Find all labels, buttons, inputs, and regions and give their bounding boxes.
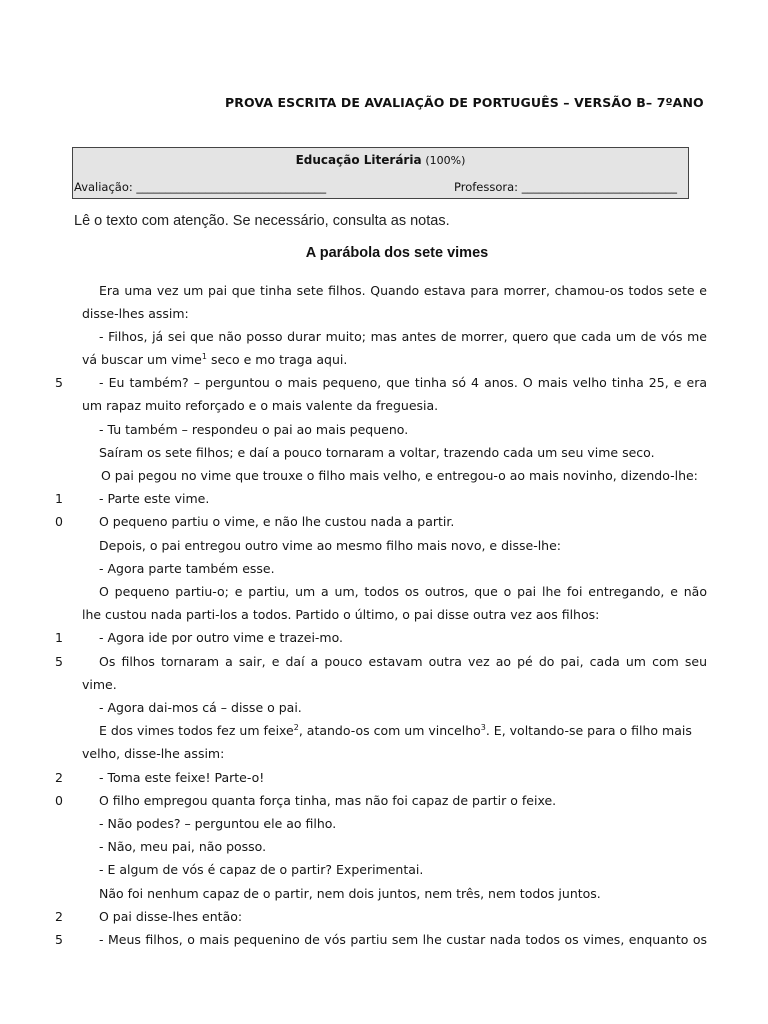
text-line: Era uma vez um pai que tinha sete filhos. Quando estava para morrer, chamou-os todos sete e — [99, 283, 707, 298]
footnote-ref: 2 — [293, 723, 299, 732]
section-name: Educação Literária — [295, 153, 422, 167]
line-number: 0 — [55, 793, 63, 808]
line-number: 5 — [55, 932, 63, 947]
text-line: - Parte este vime. — [99, 491, 210, 506]
text-line: Depois, o pai entregou outro vime ao mesmo filho mais novo, e disse-lhe: — [99, 538, 562, 553]
text-line — [82, 352, 347, 368]
text-line: - Não podes? – perguntou ele ao filho. — [99, 816, 337, 831]
footnote-ref: 3 — [480, 723, 486, 732]
line-number: 1 — [55, 491, 63, 506]
line-number: 2 — [55, 909, 63, 924]
story-title: A parábola dos sete vimes — [305, 245, 489, 261]
document-title: PROVA ESCRITA DE AVALIAÇÃO DE PORTUGUÊS – VERSÃO B– 7ºANO — [225, 95, 704, 110]
text-line: Saíram os sete filhos; e daí a pouco tornaram a voltar, trazendo cada um seu vime seco. — [99, 445, 655, 460]
line-number: 5 — [55, 654, 63, 669]
text-line — [99, 723, 707, 739]
text-fragment: vá buscar um vime — [82, 352, 202, 367]
text-line: - Agora dai-mos cá – disse o pai. — [99, 700, 302, 715]
text-line: - Eu também? – perguntou o mais pequeno, que tinha só 4 anos. O mais velho tinha 25, e era — [99, 375, 707, 390]
line-number: 5 — [55, 375, 63, 390]
footnote-ref: 1 — [201, 352, 207, 361]
text-line: - E algum de vós é capaz de o partir? Experimentai. — [99, 862, 424, 877]
text-line: - Meus filhos, o mais pequenino de vós partiu sem lhe custar nada todos os vimes, enquanto os — [99, 932, 707, 947]
text-line: O pai pegou no vime que trouxe o filho mais velho, e entregou-o ao mais novinho, dizendo-lhe: — [101, 468, 698, 483]
text-fragment — [99, 723, 692, 739]
text-line: velho, disse-lhe assim: — [82, 746, 225, 761]
text-line: Os filhos tornaram a sair, e daí a pouco estavam outra vez ao pé do pai, cada um com seu — [99, 654, 707, 669]
line-number: 2 — [55, 770, 63, 785]
text-line: lhe custou nada parti-los a todos. Partido o último, o pai disse outra vez aos filhos: — [82, 607, 600, 622]
text-line: disse-lhes assim: — [82, 306, 189, 321]
text-fragment: . E, voltando-se para o filho mais — [485, 723, 692, 738]
text-line: O filho empregou quanta força tinha, mas não foi capaz de partir o feixe. — [99, 793, 557, 808]
text-line: - Agora ide por outro vime e trazei-mo. — [99, 630, 344, 645]
text-line: - Toma este feixe! Parte-o! — [99, 770, 265, 785]
text-line: vime. — [82, 677, 117, 692]
text-line: - Filhos, já sei que não posso durar muito; mas antes de morrer, quero que cada um de vós me — [99, 329, 707, 344]
info-box — [72, 147, 689, 199]
text-line: - Tu também – respondeu o pai ao mais pequeno. — [99, 422, 409, 437]
box-heading — [73, 153, 688, 167]
text-line: O pequeno partiu o vime, e não lhe custou nada a partir. — [99, 514, 455, 529]
text-line: - Agora parte também esse. — [99, 561, 275, 576]
text-line: um rapaz muito reforçado e o mais valente da freguesia. — [82, 398, 439, 413]
section-percentage: (100%) — [425, 154, 466, 167]
instructions: Lê o texto com atenção. Se necessário, consulta as notas. — [74, 213, 450, 229]
text-line: O pai disse-lhes então: — [99, 909, 243, 924]
line-number: 1 — [55, 630, 63, 645]
evaluation-field: Avaliação: _________________________________ — [74, 180, 327, 194]
text-fragment: , atando-os com um vincelho — [298, 723, 481, 738]
text-line: O pequeno partiu-o; e partiu, um a um, todos os outros, que o pai lhe foi entregando, e não — [99, 584, 707, 599]
text-line: Não foi nenhum capaz de o partir, nem dois juntos, nem três, nem todos juntos. — [99, 886, 601, 901]
text-fragment: seco e mo traga aqui. — [210, 352, 348, 367]
teacher-field: Professora: ___________________________ — [454, 180, 677, 194]
text-line: - Não, meu pai, não posso. — [99, 839, 267, 854]
line-number: 0 — [55, 514, 63, 529]
text-fragment: E dos vimes todos fez um feixe — [99, 723, 294, 738]
